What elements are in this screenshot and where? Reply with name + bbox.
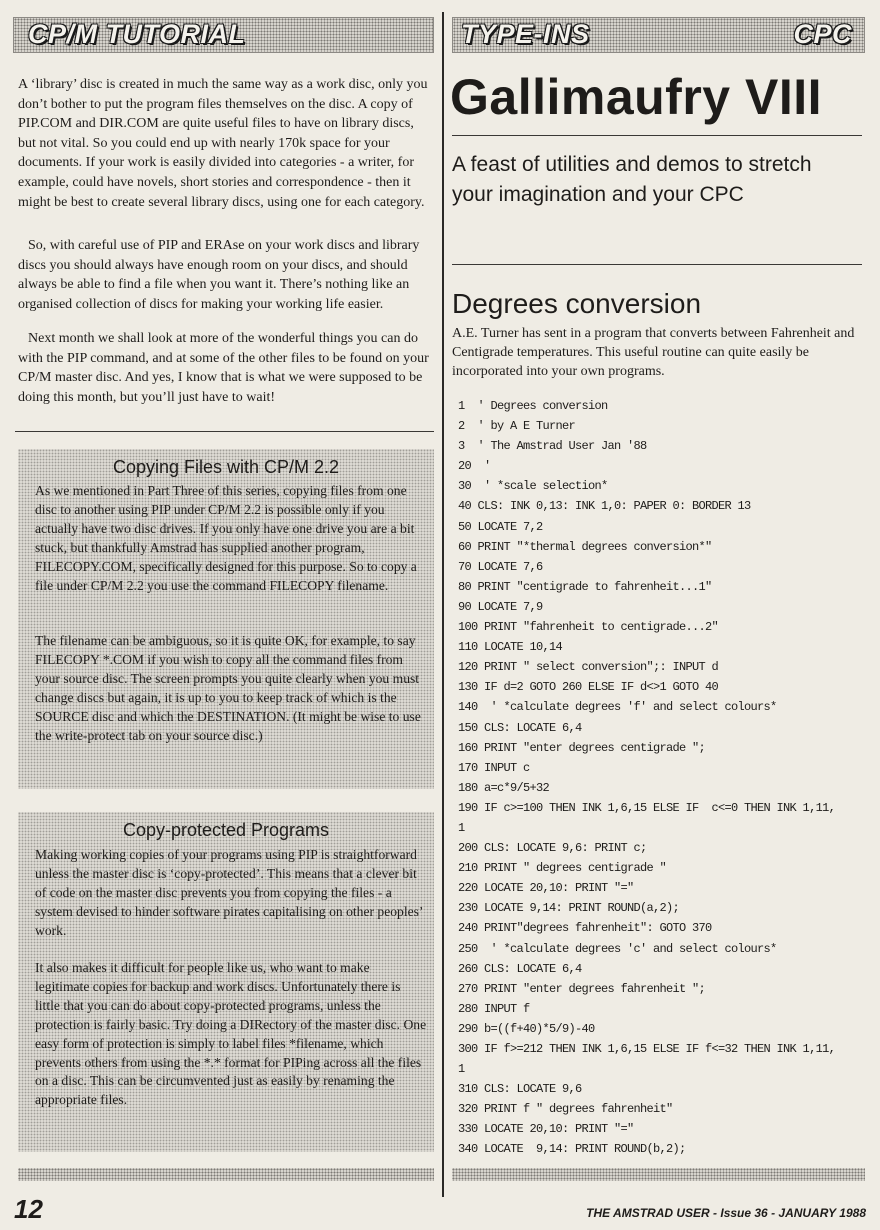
code-line: 200 CLS: LOCATE 9,6: PRINT c; <box>458 841 647 856</box>
right-banner-tag: CPC <box>793 19 852 49</box>
publication-footer: THE AMSTRAD USER - Issue 36 - JANUARY 1988 <box>586 1206 866 1220</box>
program-listing <box>458 396 876 1160</box>
code-line: 260 CLS: LOCATE 6,4 <box>458 961 582 976</box>
code-line: 30 ' *scale selection* <box>458 479 608 494</box>
code-line: 50 LOCATE 7,2 <box>458 519 543 534</box>
code-line: 100 PRINT "fahrenheit to centigrade...2" <box>458 620 719 635</box>
code-line: 210 PRINT " degrees centigrade " <box>458 861 667 876</box>
left-paragraph-1: A ‘library’ disc is created in much the same way as a work disc, only you don’t bother to put the program files themselves on the disc. A copy of PIP.COM and DIR.COM are quite useful files to have on library discs, but not vital. So you could end up with nearly 170k space for your documents. If your work is easily divided into categories - a writer, for example, could have novels, short stories and correspondence - then it might be best to create several library discs, using one for each category. <box>18 77 428 210</box>
box-title-copying-files: Copying Files with CP/M 2.2 <box>112 457 340 477</box>
sidebar-box-copying-files <box>18 449 434 789</box>
column-divider <box>442 12 444 1197</box>
code-line: 330 LOCATE 20,10: PRINT "=" <box>458 1122 634 1137</box>
code-line: 60 PRINT "*thermal degrees conversion*" <box>458 539 712 554</box>
box-paragraph: The filename can be ambiguous, so it is quite OK, for example, to say FILECOPY *.COM if you wish to copy all the command files from your source disc. The screen prompts you quite clearly when you must change discs but again, it is up to you to keep track of which is the SOURCE disc and which the DESTINATION. (It might be wise to use the write-protect tab on your source disc.) <box>35 633 421 743</box>
code-line: 70 LOCATE 7,6 <box>458 559 543 574</box>
subtitle-rule <box>452 264 862 265</box>
footer-band-right <box>452 1168 865 1181</box>
right-section-banner <box>452 17 865 53</box>
code-line: 3 ' The Amstrad User Jan '88 <box>458 439 647 454</box>
left-paragraph-2: So, with careful use of PIP and ERAse on your work discs and library discs you should always have enough room on your discs, and should always be able to find a file when you want it. There’s nothing like an organised collection of discs for making your working life easier. <box>18 238 420 312</box>
code-line: 190 IF c>=100 THEN INK 1,6,15 ELSE IF c<=0 THEN INK 1,11, <box>458 800 836 815</box>
code-line: 80 PRINT "centigrade to fahrenheit...1" <box>458 579 712 594</box>
code-line: 280 INPUT f <box>458 1001 530 1016</box>
footer-band-left <box>18 1168 434 1181</box>
left-section-banner <box>13 17 434 53</box>
page-number: 12 <box>14 1194 43 1224</box>
code-line: 90 LOCATE 7,9 <box>458 599 543 614</box>
code-line: 340 LOCATE 9,14: PRINT ROUND(b,2); <box>458 1142 686 1157</box>
code-line: 1 <box>458 1062 465 1077</box>
left-banner-label: CP/M TUTORIAL <box>28 19 246 49</box>
code-line: 140 ' *calculate degrees 'f' and select colours* <box>458 700 777 715</box>
code-line: 250 ' *calculate degrees 'c' and select colours* <box>458 941 777 956</box>
code-line: 320 PRINT f " degrees fahrenheit" <box>458 1102 673 1117</box>
code-line: 220 LOCATE 20,10: PRINT "=" <box>458 881 634 896</box>
code-line: 270 PRINT "enter degrees fahrenheit "; <box>458 981 706 996</box>
code-line: 2 ' by A E Turner <box>458 419 576 434</box>
article-subtitle: A feast of utilities and demos to stretch your imagination and your CPC <box>452 153 812 206</box>
code-line: 1 <box>458 820 465 835</box>
code-line: 110 LOCATE 10,14 <box>458 640 563 655</box>
code-line: 310 CLS: LOCATE 9,6 <box>458 1082 582 1097</box>
code-line: 170 INPUT c <box>458 760 530 775</box>
article-title: Gallimaufry VIII <box>450 69 823 125</box>
code-line: 240 PRINT"degrees fahrenheit": GOTO 370 <box>458 921 712 936</box>
code-line: 130 IF d=2 GOTO 260 ELSE IF d<>1 GOTO 40 <box>458 680 719 695</box>
program-intro: A.E. Turner has sent in a program that converts between Fahrenheit and Centigrade temperatures. This useful routine can quite easily be incorporated into your own programs. <box>452 326 855 380</box>
code-line: 20 ' <box>458 459 491 474</box>
code-line: 120 PRINT " select conversion";: INPUT d <box>458 660 719 675</box>
right-banner-label: TYPE-INS <box>461 19 590 49</box>
box-paragraph: Making working copies of your programs using PIP is straightforward unless the master disc is ‘copy-protected’. This means that a clever bit of code on the master disc prevents you from copying the files - a system devised to hinder software pirates capitalising on other peoples’ work. <box>35 847 423 938</box>
code-line: 150 CLS: LOCATE 6,4 <box>458 720 582 735</box>
left-paragraph-3: Next month we shall look at more of the wonderful things you can do with the PIP command, and at some of the other files to be found on your CP/M master disc. And yes, I know that is what we were supposed to be doing this month, but you’ll just have to wait! <box>18 331 429 405</box>
box-title-copy-protected: Copy-protected Programs <box>122 820 330 840</box>
code-line: 40 CLS: INK 0,13: INK 1,0: PAPER 0: BORDER 13 <box>458 499 751 514</box>
code-line: 230 LOCATE 9,14: PRINT ROUND(a,2); <box>458 901 680 916</box>
left-article-rule <box>15 431 434 432</box>
box-paragraph: It also makes it difficult for people like us, who want to make legitimate copies for backup and work discs. Unfortunately there is little that you can do about copy-protected programs, unless the protection is fairly basic. Try doing a DIRectory of the master disc. One easy form of protection is simply to label files *filename, which prevents others from using the *.* format for PIPing across all the files on a disc. This can be circumvented just as easily by renaming the appropriate files. <box>35 960 427 1108</box>
code-line: 1 ' Degrees conversion <box>458 399 608 413</box>
program-heading: Degrees conversion <box>452 288 702 319</box>
sidebar-box-copy-protected <box>18 812 434 1152</box>
code-line: 300 IF f>=212 THEN INK 1,6,15 ELSE IF f<=32 THEN INK 1,11, <box>458 1042 836 1056</box>
code-line: 180 a=c*9/5+32 <box>458 780 550 795</box>
code-line: 160 PRINT "enter degrees centigrade "; <box>458 740 706 755</box>
code-line: 290 b=((f+40)*5/9)-40 <box>458 1021 595 1036</box>
title-rule <box>452 135 862 136</box>
box-paragraph: As we mentioned in Part Three of this series, copying files from one disc to another using PIP under CP/M 2.2 is possible only if you actually have two disc drives. If you only have one drive you are a bit stuck, but thankfully Amstrad has supplied another program, FILECOPY.COM, specifically designed for this purpose. So to copy a file under CP/M 2.2 you use the command FILECOPY filename. <box>35 483 417 593</box>
